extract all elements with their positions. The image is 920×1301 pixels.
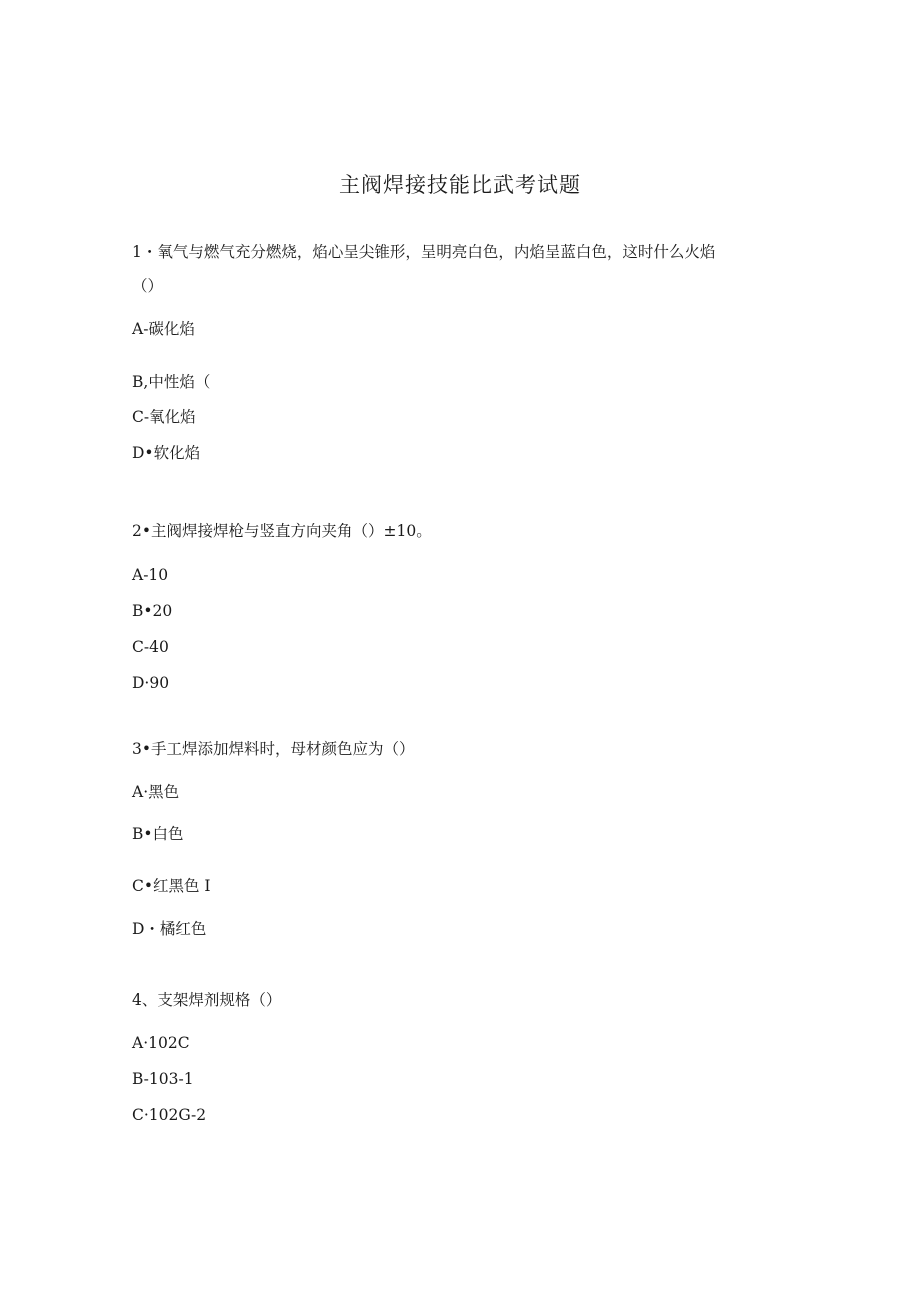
question-4-option-c: C·102G-2	[132, 1106, 207, 1124]
question-2-option-c: C-40	[132, 638, 169, 656]
question-3-option-d: D・橘红色	[132, 920, 207, 938]
question-1-stem-continued: （）	[132, 277, 164, 295]
question-4-option-a: A·102C	[132, 1034, 190, 1052]
question-2-option-d: D·90	[132, 674, 170, 692]
question-4-option-b: B-103-1	[132, 1070, 194, 1088]
question-3-option-a: A·黑色	[132, 783, 180, 801]
question-1-option-d: D•软化焰	[132, 444, 201, 462]
question-1-stem: 1・氧气与燃气充分燃烧，焰心呈尖锥形，呈明亮白色，内焰呈蓝白色，这时什么火焰	[132, 243, 716, 261]
question-1-option-c: C-氧化焰	[132, 408, 196, 426]
question-1-option-b: B,中性焰（	[132, 373, 211, 391]
page-title: 主阀焊接技能比武考试题	[339, 173, 581, 197]
question-2-option-b: B•20	[132, 602, 173, 620]
question-1-option-a: A-碳化焰	[132, 320, 195, 338]
question-2-option-a: A-10	[132, 566, 169, 584]
question-3-option-b: B•白色	[132, 825, 184, 843]
question-4-stem: 4、支架焊剂规格（）	[132, 991, 282, 1009]
question-3-option-c: C•红黑色 I	[132, 877, 211, 895]
question-3-stem: 3•手工焊添加焊料时，母材颜色应为（）	[132, 740, 415, 758]
question-2-stem: 2•主阀焊接焊枪与竖直方向夹角（）±10。	[132, 522, 432, 540]
